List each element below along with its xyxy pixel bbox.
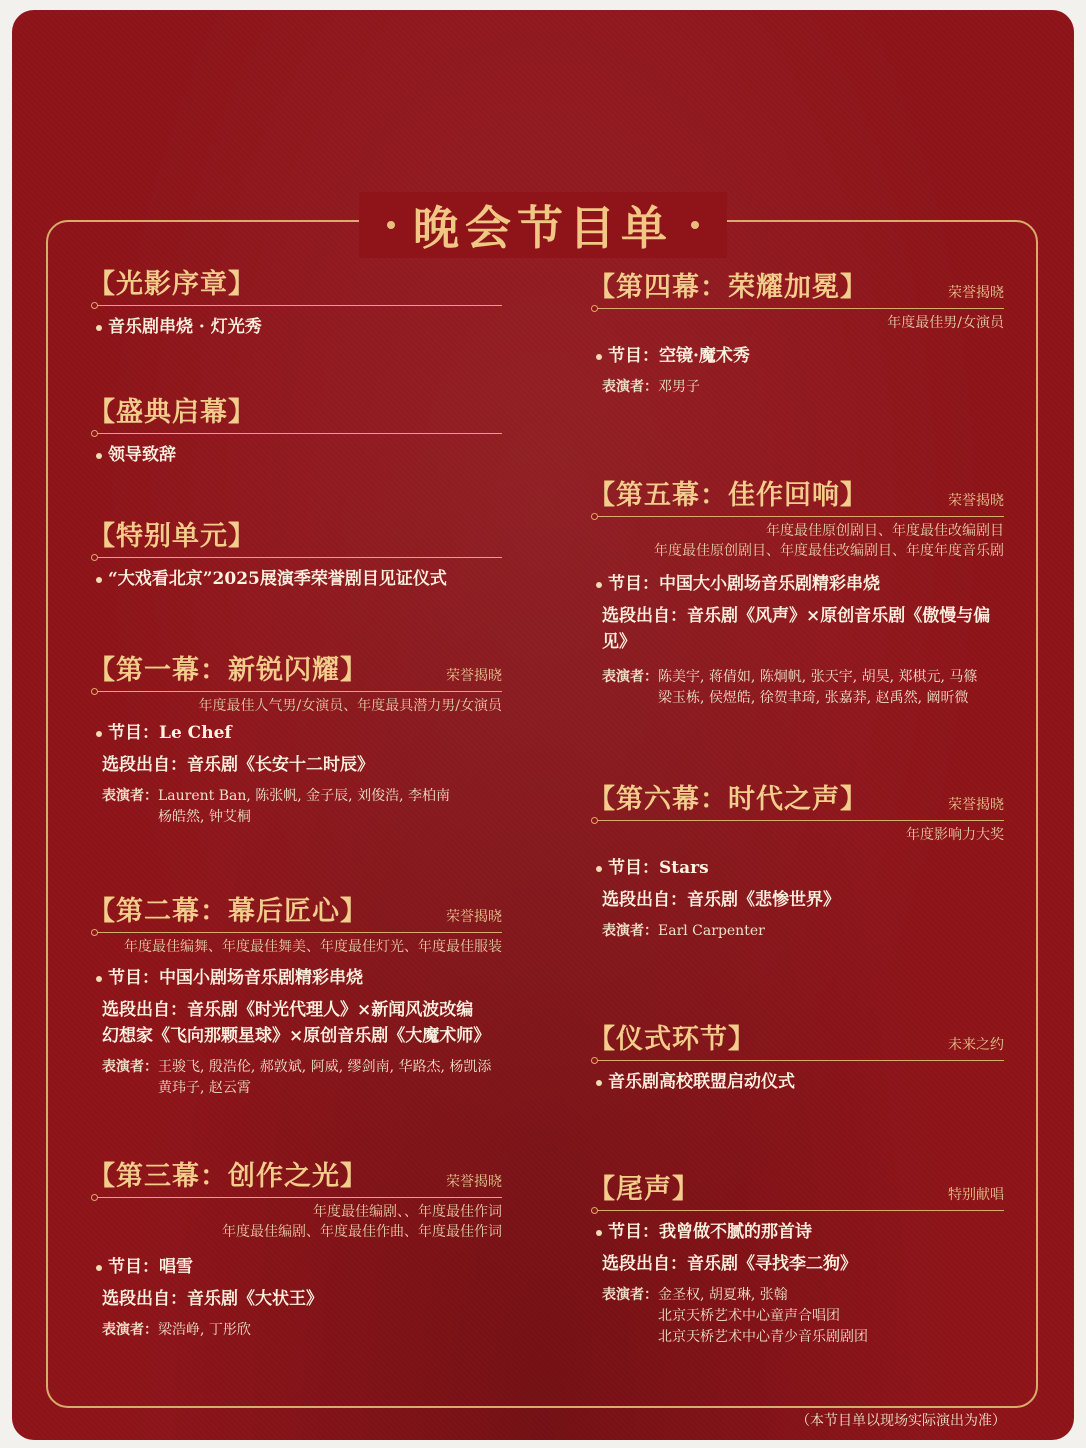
program-title: 节目：Le Chef [108,723,232,743]
award-line: 年度最佳编剧、、年度最佳作词 [313,1204,502,1220]
section-epilogue [588,1170,1004,1348]
section-tag: 荣誉揭晓 [446,1174,502,1190]
performers-label: 表演者： [602,669,658,685]
program-item [92,965,502,991]
section-heading: 【第二幕：幕后匠心】 [88,896,368,927]
section-tag: 未来之约 [948,1037,1004,1053]
performers-line: 梁玉栋, 侯煜皓, 徐贺聿琦, 张嘉莽, 赵禹然, 阚昕微 [658,690,969,706]
performers-line: 黄玮子, 赵云霄 [158,1080,251,1096]
title-dot-left [387,221,395,229]
performers-line: Earl Carpenter [658,923,765,939]
performers [92,1057,502,1099]
performers [592,1285,1004,1348]
bullet-icon [596,582,602,588]
program-item [92,1254,502,1280]
footer-note: （本节目单以现场实际演出为准） [796,1413,1006,1429]
section-heading: 【第三幕：创作之光】 [88,1161,368,1192]
performers-label: 表演者： [602,923,658,939]
program-item [92,720,502,746]
section-heading: 【尾声】 [588,1174,700,1205]
program-item [592,343,1004,369]
section-header [88,651,502,692]
page-title: 晚会节目单 [413,201,673,255]
performers-label: 表演者： [102,1059,158,1075]
bullet-icon [596,354,602,360]
section-act6 [588,780,1004,942]
performers-line: 杨皓然, 钟艾桐 [158,809,251,825]
awards [92,937,502,957]
bullet-icon [596,866,602,872]
section-header [88,517,502,558]
section-heading: 【光影序章】 [88,269,256,300]
performers [592,377,1004,398]
program-item [592,571,1004,597]
award-line: 年度影响力大奖 [906,827,1004,843]
section-tag: 特别献唱 [948,1187,1004,1203]
source: 选段出自：音乐剧《风声》×原创音乐剧《傲慢与偏见》 [602,606,991,652]
awards [592,313,1004,333]
section-header [88,393,502,434]
section-prologue [88,265,502,340]
section-header [88,892,502,933]
program-item [92,442,502,468]
section-header [88,1157,502,1198]
performers-label: 表演者： [602,1287,658,1303]
program-item [592,1069,1004,1095]
award-line: 年度最佳原创剧目、年度最佳改编剧目 [766,523,1004,539]
section-ceremony [588,1020,1004,1095]
program-title: 节目：中国小剧场音乐剧精彩串烧 [108,968,363,988]
program-item-text: 音乐剧串烧 · 灯光秀 [108,317,262,337]
bullet-icon [96,1265,102,1271]
performers-line: 金圣权, 胡夏琳, 张翰 [658,1287,788,1303]
section-heading: 【第五幕：佳作回响】 [588,480,868,511]
performers-label: 表演者： [602,379,658,395]
performers-line: 王骏飞, 殷浩伦, 郝敦斌, 阿威, 缪剑南, 华路杰, 杨凯添 [158,1059,492,1075]
performers [592,921,1004,942]
section-act3 [88,1157,502,1341]
program-title: 节目：中国大小剧场音乐剧精彩串烧 [608,574,880,594]
award-line: 年度最佳人气男/女演员、年度最具潜力男/女演员 [198,698,502,714]
performers-line: 北京天桥艺术中心童声合唱团 [658,1308,840,1324]
title-dot-right [691,221,699,229]
section-act2 [88,892,502,1099]
section-header [588,268,1004,309]
section-tag: 荣誉揭晓 [948,797,1004,813]
program-item [592,855,1004,881]
program-item-text: “大戏看北京”2025展演季荣誉剧目见证仪式 [108,569,447,589]
bullet-icon [96,453,102,459]
section-header [588,1020,1004,1061]
source [92,997,502,1049]
award-line: 年度最佳编剧、年度最佳作曲、年度最佳作词 [222,1224,502,1240]
awards [592,825,1004,845]
section-heading: 【第一幕：新锐闪耀】 [88,655,368,686]
bullet-icon [96,325,102,331]
section-act5 [588,476,1004,709]
section-act4 [588,268,1004,398]
awards [92,696,502,716]
performers [592,667,1004,709]
section-header [588,780,1004,821]
section-heading: 【特别单元】 [88,521,256,552]
program-title: 节目：Stars [608,858,709,878]
program-title: 节目：我曾做不腻的那首诗 [608,1222,812,1242]
performers-label: 表演者： [102,788,158,804]
source: 选段出自：音乐剧《长安十二时辰》 [102,755,374,775]
award-line: 年度最佳编舞、年度最佳舞美、年度最佳灯光、年度最佳服装 [124,939,502,955]
section-special [88,517,502,592]
program-title: 节目：空镜·魔术秀 [608,346,750,366]
performers [92,1320,502,1341]
bullet-icon [596,1080,602,1086]
performers-line: 梁浩峥, 丁彤欣 [158,1322,251,1338]
section-heading: 【盛典启幕】 [88,397,256,428]
title-band [359,192,727,258]
source-line: 幻想家《飞向那颗星球》×原创音乐剧《大魔术师》 [102,1026,491,1046]
performers [92,786,502,828]
performers-label: 表演者： [102,1322,158,1338]
program-item [592,1219,1004,1245]
section-header [88,265,502,306]
award-line: 年度最佳原创剧目、年度最佳改编剧目、年度年度音乐剧 [654,543,1004,559]
section-tag: 荣誉揭晓 [948,285,1004,301]
section-heading: 【仪式环节】 [588,1024,756,1055]
program-title: 节目：唱雪 [108,1257,193,1277]
award-line: 年度最佳男/女演员 [887,315,1004,331]
performers-line: 北京天桥艺术中心青少音乐剧剧团 [658,1329,868,1345]
program-card [12,10,1074,1440]
section-heading: 【第四幕：荣耀加冕】 [588,272,868,303]
section-tag: 荣誉揭晓 [948,493,1004,509]
program-item [92,314,502,340]
section-heading: 【第六幕：时代之声】 [588,784,868,815]
title-area [12,190,1074,260]
bullet-icon [96,976,102,982]
program-item-text: 领导致辞 [108,445,176,465]
section-opening [88,393,502,468]
source: 选段出自：音乐剧《大状王》 [102,1289,323,1309]
bullet-icon [96,577,102,583]
awards [92,1202,502,1242]
performers-line: 邓男子 [658,379,700,395]
program-item [92,566,502,592]
source-line: 选段出自：音乐剧《时光代理人》×新闻风波改编 [102,1000,474,1020]
source: 选段出自：音乐剧《寻找李二狗》 [602,1254,857,1274]
section-tag: 荣誉揭晓 [446,668,502,684]
performers-line: Laurent Ban, 陈张帆, 金子辰, 刘俊浩, 李柏南 [158,788,450,804]
section-act1 [88,651,502,828]
bullet-icon [96,731,102,737]
program-item-text: 音乐剧高校联盟启动仪式 [608,1072,795,1092]
awards [592,521,1004,561]
section-header [588,476,1004,517]
section-tag: 荣誉揭晓 [446,909,502,925]
section-header [588,1170,1004,1211]
source: 选段出自：音乐剧《悲惨世界》 [602,890,840,910]
performers-line: 陈美宇, 蒋倩如, 陈炯帆, 张天宇, 胡昊, 郑棋元, 马篠 [658,669,978,685]
bullet-icon [596,1230,602,1236]
